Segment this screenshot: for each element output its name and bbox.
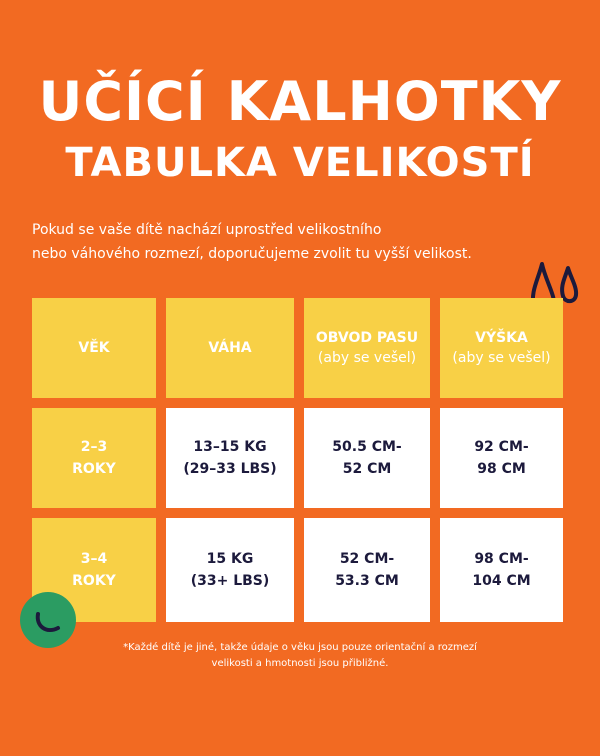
header-waist-sub: (aby se vešel) [317, 350, 417, 366]
page-title: UČÍCÍ KALHOTKY [38, 70, 562, 133]
row1-weight-kg: 13–15 KG [193, 439, 267, 455]
row1-height-min: 92 CM- [474, 439, 529, 455]
row2-age-range: 3–4 [80, 551, 108, 567]
row1-age-unit: ROKY [72, 461, 116, 477]
row2-waist-min: 52 CM- [339, 551, 395, 567]
row1-age-cell [32, 408, 156, 508]
intro-text [32, 218, 552, 266]
row1-waist-min: 50.5 CM- [332, 439, 402, 455]
page-subtitle: TABULKA VELIKOSTÍ [65, 140, 535, 186]
row2-height-max: 104 CM [472, 573, 531, 589]
header-waist-label: OBVOD PASU [315, 330, 419, 346]
footnote [80, 640, 520, 672]
footnote-line-1: *Každé dítě je jiné, takže údaje o věku jsou pouze orientační a rozmezí [123, 642, 477, 653]
intro-line-2: nebo váhového rozmezí, doporučujeme zvolit tu vyšší velikost. [32, 246, 472, 262]
header-height-sub: (aby se vešel) [452, 350, 551, 366]
row2-age-unit: ROKY [72, 573, 116, 589]
row2-height-cell [440, 518, 563, 622]
row1-age-range: 2–3 [80, 439, 108, 455]
header-age [32, 298, 156, 398]
row2-waist-cell [304, 518, 430, 622]
row2-weight-lbs: (33+ LBS) [190, 573, 270, 589]
header-height [440, 298, 563, 398]
header-height-label: VÝŠKA [475, 330, 528, 346]
row1-waist-max: 52 CM [342, 461, 392, 477]
row2-weight-cell [166, 518, 294, 622]
footnote-line-2: velikosti a hmotnosti jsou přibližné. [211, 658, 389, 669]
header-weight [166, 298, 294, 398]
header-waist [304, 298, 430, 398]
row1-waist-cell [304, 408, 430, 508]
header-weight-label: VÁHA [208, 340, 252, 356]
row1-weight-lbs: (29–33 LBS) [183, 461, 277, 477]
row2-weight-kg: 15 KG [206, 551, 254, 567]
row2-waist-max: 53.3 CM [335, 573, 399, 589]
header-age-label: VĚK [78, 340, 110, 356]
row2-height-min: 98 CM- [474, 551, 529, 567]
row1-height-max: 98 CM [477, 461, 526, 477]
smile-logo-icon [20, 592, 76, 648]
row1-weight-cell [166, 408, 294, 508]
row1-height-cell [440, 408, 563, 508]
intro-line-1: Pokud se vaše dítě nachází uprostřed velikostního [32, 222, 382, 238]
